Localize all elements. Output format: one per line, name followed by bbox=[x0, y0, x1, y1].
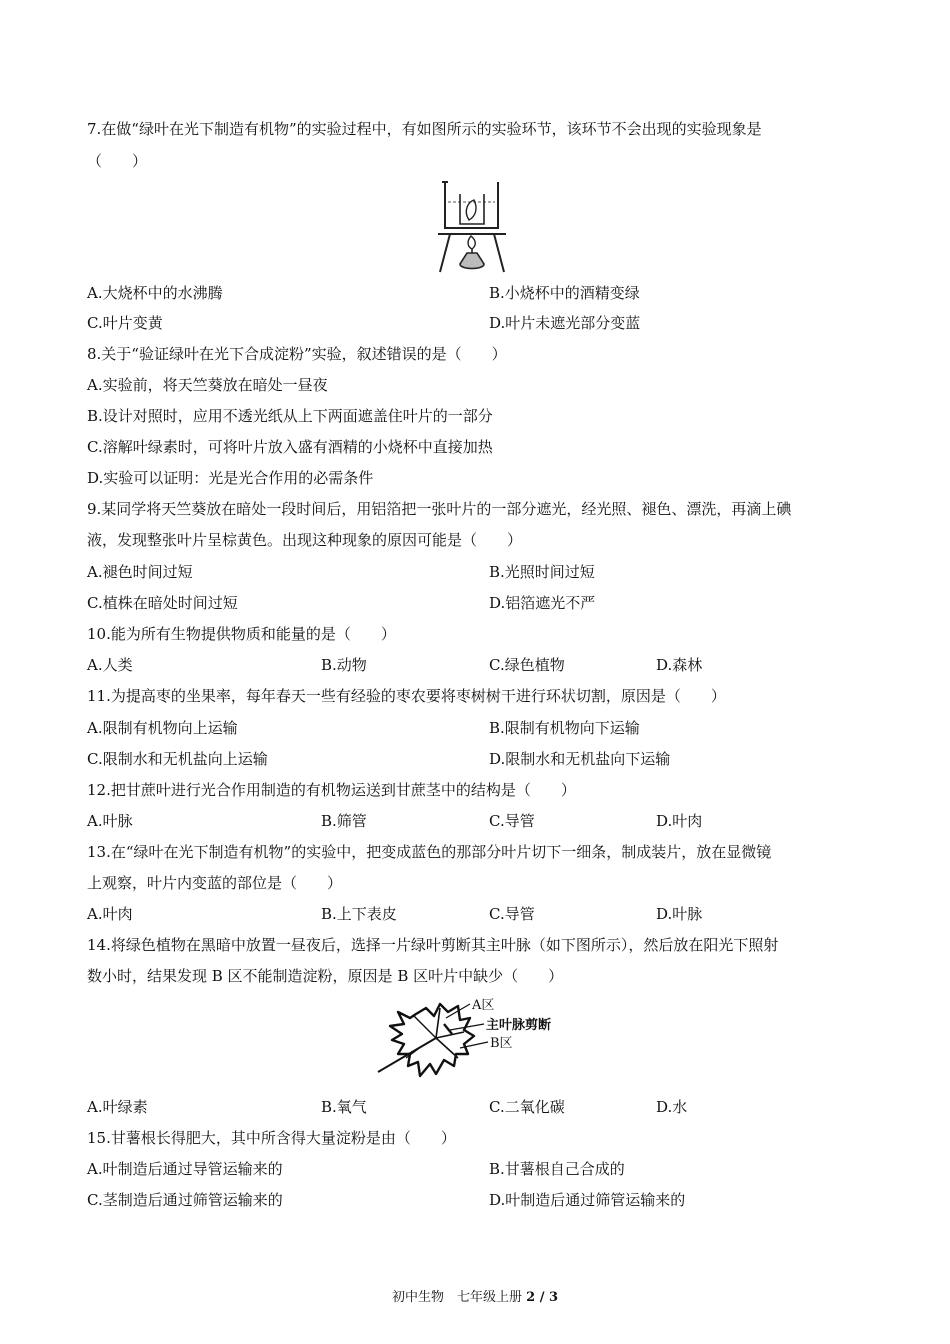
q8-option-a: A.实验前，将天竺葵放在暗处一昼夜 bbox=[87, 376, 328, 394]
figure-label-a-zone: A区 bbox=[472, 998, 495, 1013]
q7-option-a: A.大烧杯中的水沸腾 bbox=[87, 284, 223, 302]
q14-option-d: D.水 bbox=[656, 1098, 688, 1116]
q12-option-d: D.叶肉 bbox=[656, 812, 703, 830]
cut-leaf-vein-figure bbox=[374, 994, 564, 1086]
figure-label-cut-vein: 主叶脉剪断 bbox=[486, 1018, 552, 1033]
q15-stem: 15.甘薯根长得肥大，其中所含得大量淀粉是由（ ） bbox=[87, 1129, 456, 1147]
q11-option-a: A.限制有机物向上运输 bbox=[87, 719, 238, 737]
q12-option-b: B.筛管 bbox=[321, 812, 367, 830]
q14-option-b: B.氧气 bbox=[321, 1098, 367, 1116]
q9-option-a: A.褪色时间过短 bbox=[87, 563, 193, 581]
q14-option-c: C.二氧化碳 bbox=[489, 1098, 565, 1116]
q10-option-d: D.森林 bbox=[656, 656, 703, 674]
q12-option-a: A.叶脉 bbox=[87, 812, 133, 830]
q9-option-d: D.铝箔遮光不严 bbox=[489, 594, 596, 612]
footer-subject: 初中生物 七年级上册 bbox=[391, 1290, 522, 1305]
q8-option-b: B.设计对照时，应用不透光纸从上下两面遮盖住叶片的一部分 bbox=[87, 407, 493, 425]
q13-stem-line-1: 13.在“绿叶在光下制造有机物”的实验中，把变成蓝色的那部分叶片切下一细条，制成装片，放在显微镜 bbox=[87, 843, 772, 861]
q15-option-d: D.叶制造后通过筛管运输来的 bbox=[489, 1191, 686, 1209]
q10-option-a: A.人类 bbox=[87, 656, 133, 674]
q7-option-b: B.小烧杯中的酒精变绿 bbox=[489, 284, 640, 302]
q11-option-b: B.限制有机物向下运输 bbox=[489, 719, 640, 737]
q13-option-d: D.叶脉 bbox=[656, 905, 703, 923]
q11-option-d: D.限制水和无机盐向下运输 bbox=[489, 750, 671, 768]
q15-option-c: C.茎制造后通过筛管运输来的 bbox=[87, 1191, 283, 1209]
q11-stem: 11.为提高枣的坐果率，每年春天一些有经验的枣农要将枣树树干进行环状切割，原因是（ ） bbox=[87, 687, 726, 705]
q7-stem-line-1: 7.在做“绿叶在光下制造有机物”的实验过程中，有如图所示的实验环节，该环节不会出现的实验现象是 bbox=[87, 120, 762, 138]
q10-option-b: B.动物 bbox=[321, 656, 367, 674]
page-footer bbox=[0, 1286, 950, 1305]
q15-option-b: B.甘薯根自己合成的 bbox=[489, 1160, 625, 1178]
q8-option-c: C.溶解叶绿素时，可将叶片放入盛有酒精的小烧杯中直接加热 bbox=[87, 438, 493, 456]
q15-option-a: A.叶制造后通过导管运输来的 bbox=[87, 1160, 283, 1178]
q8-option-d: D.实验可以证明：光是光合作用的必需条件 bbox=[87, 469, 374, 487]
q11-option-c: C.限制水和无机盐向上运输 bbox=[87, 750, 268, 768]
q14-stem-line-2: 数小时，结果发现 B 区不能制造淀粉，原因是 B 区叶片中缺少（ ） bbox=[87, 967, 564, 985]
q12-option-c: C.导管 bbox=[489, 812, 535, 830]
q14-option-a: A.叶绿素 bbox=[87, 1098, 148, 1116]
q9-option-c: C.植株在暗处时间过短 bbox=[87, 594, 238, 612]
q10-stem: 10.能为所有生物提供物质和能量的是（ ） bbox=[87, 625, 396, 643]
q8-stem: 8.关于“验证绿叶在光下合成淀粉”实验，叙述错误的是（ ） bbox=[87, 345, 507, 363]
q13-option-a: A.叶肉 bbox=[87, 905, 133, 923]
figure-label-b-zone: B区 bbox=[490, 1036, 513, 1051]
q9-option-b: B.光照时间过短 bbox=[489, 563, 595, 581]
q7-option-c: C.叶片变黄 bbox=[87, 314, 163, 332]
q10-option-c: C.绿色植物 bbox=[489, 656, 565, 674]
q13-stem-line-2: 上观察，叶片内变蓝的部位是（ ） bbox=[87, 874, 343, 892]
q7-stem-line-2: （ ） bbox=[87, 152, 148, 170]
q9-stem-line-2: 液，发现整张叶片呈棕黄色。出现这种现象的原因可能是（ ） bbox=[87, 531, 523, 549]
footer-page-number: 2 / 3 bbox=[526, 1290, 559, 1305]
q13-option-c: C.导管 bbox=[489, 905, 535, 923]
water-bath-apparatus-figure bbox=[436, 178, 508, 274]
q7-option-d: D.叶片未遮光部分变蓝 bbox=[489, 314, 641, 332]
q13-option-b: B.上下表皮 bbox=[321, 905, 397, 923]
q12-stem: 12.把甘蔗叶进行光合作用制造的有机物运送到甘蔗茎中的结构是（ ） bbox=[87, 781, 576, 799]
q9-stem-line-1: 9.某同学将天竺葵放在暗处一段时间后，用铝箔把一张叶片的一部分遮光，经光照、褪色、漂洗，再滴上碘 bbox=[87, 500, 792, 518]
q14-stem-line-1: 14.将绿色植物在黑暗中放置一昼夜后，选择一片绿叶剪断其主叶脉（如下图所示），然后放在阳光下照射 bbox=[87, 936, 779, 954]
